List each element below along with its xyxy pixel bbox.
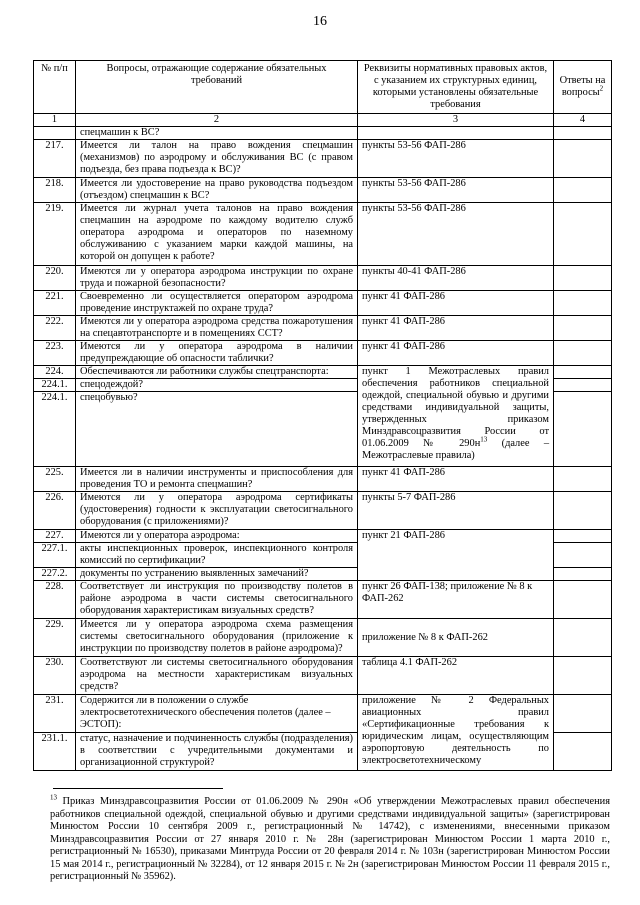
row-reference: пункт 41 ФАП-286 xyxy=(358,341,554,366)
table-row xyxy=(34,316,612,341)
reference-text: пункт 1 Межотраслевых правил обеспечения работников специальной одеждой, специальной обувью и другими средствами индивидуальной защиты, утвержденных приказом Минздравсоцразвития России от 01.06.2009 № 290н xyxy=(362,366,549,449)
row-answer[interactable] xyxy=(554,178,612,203)
row-reference: пункты 53-56 ФАП-286 xyxy=(358,203,554,266)
table-row xyxy=(34,203,612,266)
row-number: 225. xyxy=(34,467,76,492)
row-number: 231. xyxy=(34,695,76,733)
row-reference: пункт 41 ФАП-286 xyxy=(358,291,554,316)
row-answer[interactable] xyxy=(554,492,612,530)
header-number: № п/п xyxy=(34,61,76,114)
row-question: Имеется ли в наличии инструменты и приспособления для проведения ТО и ремонта спецмашин? xyxy=(76,467,358,492)
row-number: 227.2. xyxy=(34,568,76,581)
row-number: 224.1. xyxy=(34,379,76,392)
table-row xyxy=(34,291,612,316)
footnote-ref-13[interactable]: 13 xyxy=(480,435,488,444)
row-number: 230. xyxy=(34,657,76,695)
row-question: спецмашин к ВС? xyxy=(76,127,358,140)
row-reference: пункт 41 ФАП-286 xyxy=(358,316,554,341)
row-number: 226. xyxy=(34,492,76,530)
row-question: Имеется ли у оператора аэродрома схема размещения системы светосигнального оборудования (приложение к инструкции по производству полетов в районе аэродрома)? xyxy=(76,619,358,657)
row-number: 221. xyxy=(34,291,76,316)
row-question: Имеется ли талон на право вождения спецмашин (механизмов) по аэродрому и обслуживания ВС (с правом подъезда, без права подъезда к ВС)? xyxy=(76,140,358,178)
table-row xyxy=(34,530,612,543)
row-reference: таблица 4.1 ФАП-262 xyxy=(358,657,554,695)
row-reference: пункт 26 ФАП-138; приложение № 8 к ФАП-262 xyxy=(358,581,554,619)
row-reference: пункты 40-41 ФАП-286 xyxy=(358,266,554,291)
row-answer[interactable] xyxy=(554,467,612,492)
footnote-marker: 13 xyxy=(50,793,57,802)
table-row xyxy=(34,492,612,530)
row-answer[interactable] xyxy=(554,316,612,341)
row-reference: пункт 41 ФАП-286 xyxy=(358,467,554,492)
row-answer[interactable] xyxy=(554,392,612,467)
table-row xyxy=(34,581,612,619)
footnote-text: Приказ Минздравсоцразвития России от 01.06.2009 № 290н «Об утверждении Межотраслевых правил обеспечения работников специальной одеждой, специальной обувью и другими средствами индивидуальной защиты» (зарегистрирован Минюстом России 10 сентября 2009 г., регистрационный № 14742), с изменениями, внесенными приказом Минздравсоцразвития России от 27 января 2010 г. № 28н (зарегистрирован Минюстом России 1 марта 2010 г., регистрационный № 16530), приказами Минтруда России от 20 февраля 2014 г. № 103н (зарегистрирован Минюстом России 15 мая 2014 г., регистрационный № 32284), от 12 января 2015 г. № 2н (зарегистрирован Минюстом России 11 февраля 2015 г., регистрационный № 35962). xyxy=(50,796,610,882)
row-question: Имеются ли у оператора аэродрома средства пожаротушения на спецавтотранспорте и в помещениях ССТ? xyxy=(76,316,358,341)
row-reference-merged: приложение № 2 Федеральных авиационных правил «Сертификационные требования к юридическим лицам, осуществляющим аэропортовую деятельность по электросветотехническому xyxy=(358,695,554,771)
row-number: 227. xyxy=(34,530,76,543)
row-answer[interactable] xyxy=(554,127,612,140)
row-number: 219. xyxy=(34,203,76,266)
table-header-row xyxy=(34,61,612,114)
row-question: спецодеждой? xyxy=(76,379,358,392)
row-answer[interactable] xyxy=(554,366,612,379)
row-answer[interactable] xyxy=(554,530,612,543)
row-question: Обеспечиваются ли работники службы спецтранспорта: xyxy=(76,366,358,379)
table-row xyxy=(34,266,612,291)
row-question: Имеются ли у оператора аэродрома: xyxy=(76,530,358,543)
column-number-1: 1 xyxy=(34,114,76,127)
row-number: 223. xyxy=(34,341,76,366)
header-answers-sup: 2 xyxy=(599,84,604,93)
table-row xyxy=(34,140,612,178)
row-question: документы по устранению выявленных замечаний? xyxy=(76,568,358,581)
header-references: Реквизиты нормативных правовых актов, с указанием их структурных единиц, которыми установлены обязательные требования xyxy=(358,61,554,114)
row-question: Имеются ли у оператора аэродрома сертификаты (удостоверения) годности к эксплуатации светосигнального оборудования (с приложениями)? xyxy=(76,492,358,530)
row-reference: пункты 53-56 ФАП-286 xyxy=(358,178,554,203)
table-row xyxy=(34,341,612,366)
row-answer[interactable] xyxy=(554,203,612,266)
row-answer[interactable] xyxy=(554,266,612,291)
requirements-table xyxy=(33,60,612,771)
row-reference: пункты 5-7 ФАП-286 xyxy=(358,492,554,530)
row-number: 227.1. xyxy=(34,543,76,568)
row-question: Имеются ли у оператора аэродрома в наличии предупреждающие об опасности таблички? xyxy=(76,341,358,366)
row-number: 224.1. xyxy=(34,392,76,467)
row-answer[interactable] xyxy=(554,657,612,695)
footnote-divider xyxy=(53,788,223,789)
table-row xyxy=(34,366,612,379)
table-row xyxy=(34,127,612,140)
page-number: 16 xyxy=(313,14,327,29)
row-number: 218. xyxy=(34,178,76,203)
row-answer[interactable] xyxy=(554,619,612,657)
header-answers xyxy=(554,61,612,114)
row-answer[interactable] xyxy=(554,543,612,568)
row-answer[interactable] xyxy=(554,581,612,619)
table-row xyxy=(34,657,612,695)
column-number-2: 2 xyxy=(76,114,358,127)
table-row xyxy=(34,695,612,733)
row-answer[interactable] xyxy=(554,140,612,178)
header-answers-text: Ответы на вопросы xyxy=(559,75,606,98)
header-questions: Вопросы, отражающие содержание обязательных требований xyxy=(76,61,358,114)
column-number-4: 4 xyxy=(554,114,612,127)
row-question: Содержится ли в положении о службе электросветотехнического обеспечения полетов (далее – ЭСТОП): xyxy=(76,695,358,733)
column-number-3: 3 xyxy=(358,114,554,127)
table-row xyxy=(34,178,612,203)
row-number: 220. xyxy=(34,266,76,291)
row-number: 217. xyxy=(34,140,76,178)
row-number: 229. xyxy=(34,619,76,657)
row-reference: приложение № 8 к ФАП-262 xyxy=(358,619,554,657)
row-answer[interactable] xyxy=(554,291,612,316)
row-reference-merged xyxy=(358,366,554,467)
column-number-row xyxy=(34,114,612,127)
row-number: 231.1. xyxy=(34,733,76,771)
table-row xyxy=(34,619,612,657)
row-question: Имеется ли журнал учета талонов на право вождения спецмашин на аэродроме по каждому водителю служб оператора аэродрома и операторов по наземному обслуживанию с указанием марки каждой машины, на которой он допущен к работе? xyxy=(76,203,358,266)
row-answer[interactable] xyxy=(554,695,612,733)
row-number: 224. xyxy=(34,366,76,379)
footnote xyxy=(50,793,610,884)
row-reference: пункты 53-56 ФАП-286 xyxy=(358,140,554,178)
row-question: акты инспекционных проверок, инспекционного контроля комиссий по сертификации? xyxy=(76,543,358,568)
row-number: 222. xyxy=(34,316,76,341)
row-answer[interactable] xyxy=(554,379,612,392)
row-question: Имеются ли у оператора аэродрома инструкции по охране труда и пожарной безопасности? xyxy=(76,266,358,291)
row-question: Соответствуют ли системы светосигнального оборудования аэродрома на местности характеристикам визуальных средств? xyxy=(76,657,358,695)
row-answer[interactable] xyxy=(554,733,612,771)
row-reference xyxy=(358,127,554,140)
row-reference-merged: пункт 21 ФАП-286 xyxy=(358,530,554,581)
row-question: спецобувью? xyxy=(76,392,358,467)
row-number xyxy=(34,127,76,140)
row-question: Имеется ли удостоверение на право руководства подъездом (отъездом) спецмашин к ВС? xyxy=(76,178,358,203)
row-question: Своевременно ли осуществляется оператором аэродрома проведение инструктажей по охране труда? xyxy=(76,291,358,316)
row-answer[interactable] xyxy=(554,568,612,581)
row-answer[interactable] xyxy=(554,341,612,366)
table-row xyxy=(34,467,612,492)
row-question: статус, назначение и подчиненность службы (подразделения) в соответствии с учредительными документами и организационной структурой? xyxy=(76,733,358,771)
reference-tail: (далее – Межотраслевые правила) xyxy=(362,438,550,461)
row-number: 228. xyxy=(34,581,76,619)
row-question: Соответствует ли инструкция по производству полетов в районе аэродрома в части системы светосигнального оборудования характеристикам визуальных средств? xyxy=(76,581,358,619)
